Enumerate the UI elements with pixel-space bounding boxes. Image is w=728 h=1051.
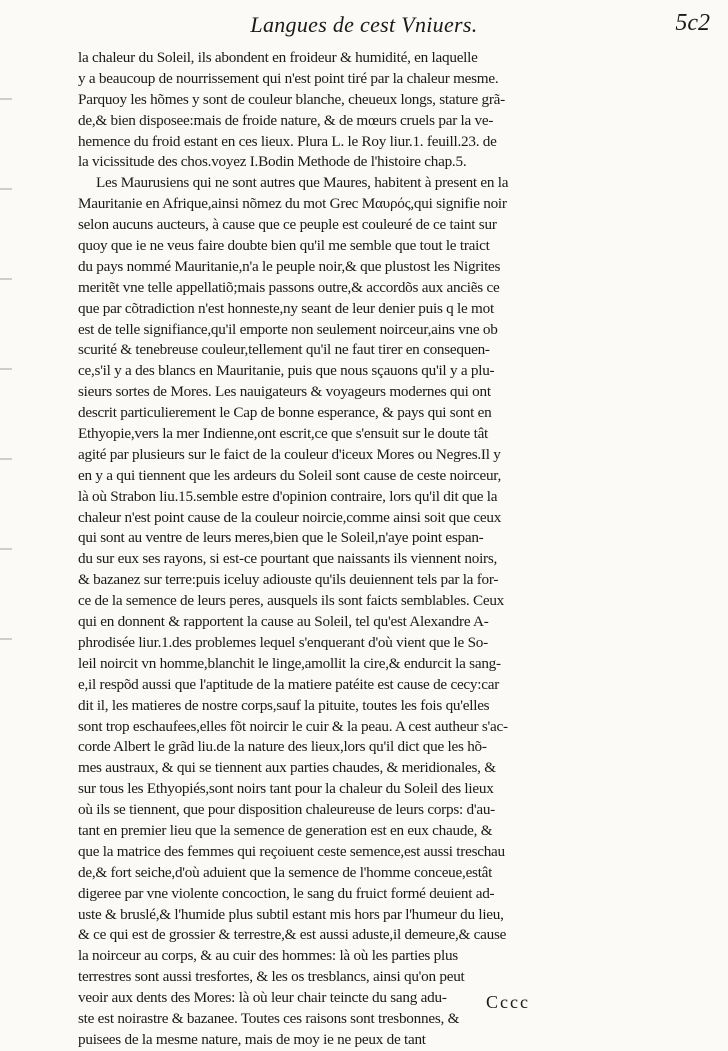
text-line: & ce qui est de grossier & terrestre,& est aussi aduste,il demeure,& cause — [78, 926, 507, 944]
text-line: Les Maurusiens qui ne sont autres que Maures, habitent à present en la — [96, 174, 509, 192]
text-line: leil noircit vn homme,blanchit le linge,amollit la cire,& endurcit la sang- — [78, 654, 501, 672]
text-line: hemence du froid estant en ces lieux. Plura L. le Roy liur.1. feuill.23. de — [78, 132, 497, 150]
text-line: la vicissitude des chos.voyez I.Bodin Methode de l'histoire chap.5. — [78, 153, 467, 171]
text-line: mes austraux, & qui se tiennent aux parties chaudes, & meridionales, & — [78, 759, 496, 777]
page-header — [0, 6, 728, 46]
text-line: quoy que ie ne veus faire doubte bien qu'il me semble que tout le traict — [78, 237, 490, 255]
text-line: terrestres sont aussi tresfortes, & les os tresblancs, ainsi qu'on peut — [78, 968, 465, 986]
text-line: en y a qui tiennent que les ardeurs du Soleil sont cause de ceste noirceur, — [78, 466, 502, 484]
text-line: sur tous les Ethyopiés,sont noirs tant pour la chaleur du Soleil des lieux — [78, 780, 494, 798]
text-line: selon aucuns aucteurs, à cause que ce peuple est couleuré de ce taint sur — [78, 216, 497, 234]
text-line: la chaleur du Soleil, ils abondent en froideur & humidité, en laquelle — [78, 49, 478, 66]
text-line: tant en premier lieu que la semence de generation est en eux chaude, & — [78, 821, 493, 839]
text-line: e,il respõd aussi que l'aptitude de la matiere patéite est cause de cecy:car — [78, 675, 500, 693]
text-line: y a beaucoup de nourrissement qui n'est point tiré par la chaleur mesme. — [78, 69, 499, 87]
text-line: ce,s'il y a des blancs en Mauritanie, puis que nous sçauons qu'il y a plu- — [78, 362, 495, 380]
text-line: du pays nommé Mauritanie,n'a le peuple noir,& que plustost les Nigrites — [78, 257, 501, 275]
text-line: est de telle signifiance,qu'il emporte non seulement noirceur,ains vne ob — [78, 320, 498, 338]
text-line: & bazanez sur terre:puis iceluy adiouste qu'ils deuiennent tels par la for- — [78, 571, 499, 589]
text-line: Ethyopie,vers la mer Indienne,ont escrit,ce que s'ensuit sur le doute tât — [78, 425, 489, 443]
page-edge-shadow — [0, 60, 12, 660]
text-line: meritẽt vne telle appellatiõ;mais passons outre,& accordõs aux anciẽs ce — [78, 278, 500, 296]
text-line: qui sont au ventre de leurs meres,bien que le Soleil,n'aye point espan- — [78, 529, 484, 547]
text-line: corde Albert le grãd liu.de la nature des lieux,lors qu'il dict que les hõ- — [78, 738, 487, 756]
text-line: de,& bien disposee:mais de froide nature, & de mœurs cruels par la ve- — [78, 111, 494, 129]
text-line: dit il, les matieres de nostre corps,sauf la pituite, toutes les fois qu'elles — [78, 696, 490, 714]
page-number: 5c2 — [675, 10, 710, 36]
text-line: Mauritanie en Afrique,ainsi nõmez du mot Grec Μαυρός,qui signifie noir — [78, 195, 507, 213]
text-line: de,& fort seiche,d'où aduient que la semence de l'homme conceue,estât — [78, 863, 493, 881]
running-title: Langues de cest Vniuers. — [250, 12, 478, 37]
text-line: ce de la semence de leurs peres, ausquels ils sont faicts semblables. Ceux — [78, 592, 505, 610]
text-line: du sur eux ses rayons, si est-ce pourtant que naissants ils viennent noirs, — [78, 550, 498, 568]
text-line: que par cõtradiction n'est honneste,ny seant de leur denier puis q le mot — [78, 299, 494, 317]
catchword: Cccc — [486, 992, 530, 1012]
text-line: ste est noirastre & bazanee. Toutes ces raisons sont tresbonnes, & — [78, 1009, 460, 1027]
text-line: scurité & tenebreuse couleur,tellement qu'il ne faut tirer en consequen- — [78, 341, 490, 359]
text-line: puisees de la mesme nature, mais de moy ie ne peux de tant — [78, 1030, 426, 1048]
text-line: que la matrice des femmes qui reçoiuent ceste semence,est aussi treschau — [78, 842, 505, 860]
text-line: là où Strabon liu.15.semble estre d'opinion contraire, lors qu'il dit que la — [78, 487, 498, 505]
text-line: veoir aux dents des Mores: là où leur chair teincte du sang adu- — [78, 989, 447, 1007]
text-line: sieurs sortes de Mores. Les nauigateurs & voyageurs modernes qui ont — [78, 383, 491, 401]
text-line: où ils se tiennent, que pour disposition chaleureuse de leurs corps: d'au- — [78, 801, 495, 819]
text-line: sont trop eschaufees,elles fõt noircir le cuir & la peau. A cest autheur s'ac- — [78, 717, 508, 735]
text-line: Parquoy les hõmes y sont de couleur blanche, cheueux longs, stature grã- — [78, 90, 505, 108]
text-line: uste & bruslé,& l'humide plus subtil estant mis hors par l'humeur du lieu, — [78, 905, 504, 923]
text-line: agité par plusieurs sur le faict de la couleur d'iceux Mores ou Negres.Il y — [78, 445, 501, 463]
text-line: digeree par vne violente concoction, le sang du fruict formé deuient ad- — [78, 884, 495, 902]
text-line: descrit particulierement le Cap de bonne esperance, & pays qui sont en — [78, 404, 492, 422]
text-line: chaleur n'est point cause de la couleur noircie,comme ainsi soit que ceux — [78, 508, 502, 526]
body-text — [78, 48, 648, 1051]
text-line: phrodisée liur.1.des problemes lequel s'enquerant d'où vient que le So- — [78, 633, 488, 651]
text-line: la noirceur au corps, & au cuir des hommes: là où les parties plus — [78, 947, 458, 965]
text-line: qui en donnent & rapportent la cause au Soleil, tel qu'est Alexandre A- — [78, 613, 489, 631]
